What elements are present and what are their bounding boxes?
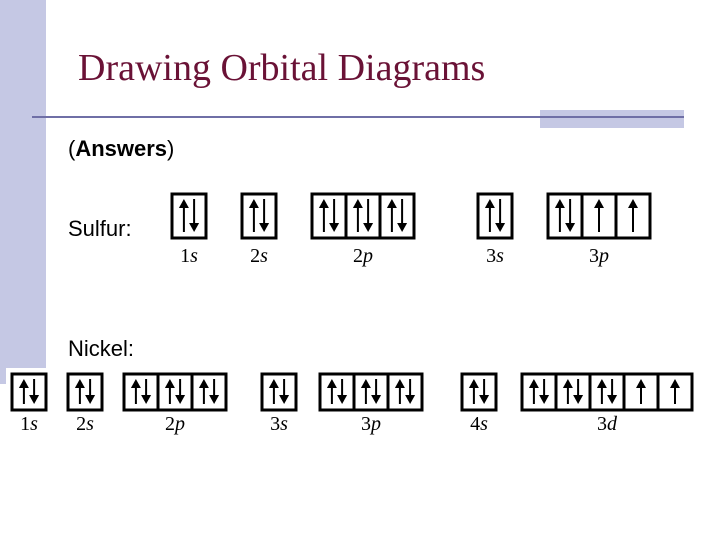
orbital-box bbox=[192, 374, 226, 410]
orbital-box bbox=[462, 374, 496, 410]
subshell-label: 2s bbox=[76, 413, 94, 435]
subshell-label: 3p bbox=[589, 245, 609, 267]
sulfur-subshell-3s bbox=[478, 194, 512, 267]
nickel-subshell-4s bbox=[462, 374, 496, 435]
orbital-box bbox=[68, 374, 102, 410]
orbital-box bbox=[12, 374, 46, 410]
orbital-box bbox=[242, 194, 276, 238]
nickel-subshell-3s bbox=[262, 374, 296, 435]
subshell-label: 2s bbox=[250, 245, 268, 267]
subshell-label: 2p bbox=[165, 413, 185, 435]
orbital-box bbox=[346, 194, 380, 238]
subshell-label: 3s bbox=[270, 413, 288, 435]
sulfur-subshell-3p bbox=[548, 194, 650, 267]
orbital-box bbox=[158, 374, 192, 410]
subshell-label: 3p bbox=[361, 413, 381, 435]
sulfur-orbital-diagram bbox=[172, 194, 650, 267]
orbital-box bbox=[556, 374, 590, 410]
sulfur-subshell-1s bbox=[172, 194, 206, 267]
orbital-box bbox=[320, 374, 354, 410]
subshell-label: 2p bbox=[353, 245, 373, 267]
orbital-box bbox=[312, 194, 346, 238]
orbital-box bbox=[172, 194, 206, 238]
subshell-label: 4s bbox=[470, 413, 488, 435]
nickel-subshell-3p bbox=[320, 374, 422, 435]
orbital-box bbox=[354, 374, 388, 410]
orbital-box bbox=[478, 194, 512, 238]
subshell-label: 1s bbox=[20, 413, 38, 435]
orbital-box bbox=[388, 374, 422, 410]
orbital-box bbox=[590, 374, 624, 410]
nickel-subshell-3d bbox=[522, 374, 692, 435]
subshell-label: 3s bbox=[486, 245, 504, 267]
nickel-orbital-diagram bbox=[12, 374, 692, 435]
slide-title: Drawing Orbital Diagrams bbox=[78, 47, 486, 89]
orbital-box bbox=[380, 194, 414, 238]
nickel-subshell-2s bbox=[68, 374, 102, 435]
subtitle-close-paren: ) bbox=[167, 136, 175, 161]
orbital-box bbox=[548, 194, 582, 238]
orbital-box bbox=[124, 374, 158, 410]
sulfur-subshell-2s bbox=[242, 194, 276, 267]
subtitle-open-paren: ( bbox=[68, 136, 76, 161]
sulfur-label: Sulfur: bbox=[68, 216, 132, 241]
nickel-subshell-2p bbox=[124, 374, 226, 435]
orbital-box bbox=[262, 374, 296, 410]
subtitle-answers-word: Answers bbox=[75, 136, 168, 161]
orbital-box bbox=[522, 374, 556, 410]
nickel-subshell-1s bbox=[12, 374, 46, 435]
nickel-label: Nickel: bbox=[68, 336, 135, 361]
subshell-label: 1s bbox=[180, 245, 198, 267]
subshell-label: 3d bbox=[597, 413, 617, 435]
sulfur-subshell-2p bbox=[312, 194, 414, 267]
